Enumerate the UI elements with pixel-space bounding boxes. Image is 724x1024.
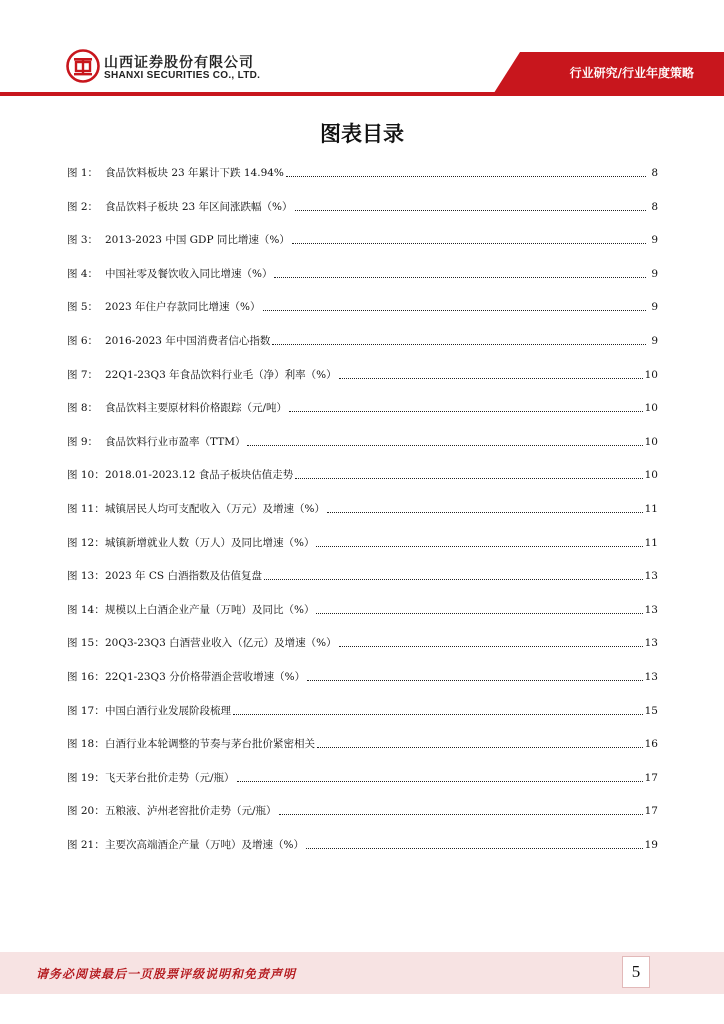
toc-figure-title: 食品饮料主要原材料价格跟踪（元/吨） [105,402,288,415]
toc-page-number: 9 [651,267,658,280]
toc-row[interactable] [67,332,658,366]
toc-dot-leader [233,704,643,715]
toc-dot-leader [274,267,646,278]
toc-dot-leader [289,401,643,412]
toc-page-number: 13 [644,670,658,683]
toc-page-number: 9 [651,234,658,247]
toc-figure-title: 20Q3-23Q3 白酒营业收入（亿元）及增速（%） [105,637,337,650]
toc-figure-title: 2016-2023 年中国消费者信心指数 [105,334,271,347]
toc-row[interactable] [67,231,658,265]
toc-page-number: 17 [644,771,658,784]
toc-page-number: 8 [651,167,658,179]
toc-row[interactable] [67,769,658,803]
toc-page-number: 19 [644,838,658,851]
toc-figure-number: 图 6： [67,334,99,347]
toc-page-number: 9 [651,301,658,314]
toc-figure-number: 图 14： [67,603,105,616]
toc-row[interactable] [67,466,658,500]
toc-dot-leader [272,334,646,345]
toc-figure-number: 图 9： [67,435,99,448]
toc-row[interactable] [67,366,658,400]
toc-page-number: 10 [644,435,658,448]
toc-figure-number: 图 2： [67,200,99,213]
toc-figure-number: 图 12： [67,536,105,549]
toc-dot-leader [237,771,643,782]
toc-figure-title: 2023 年住户存款同比增速（%） [105,301,261,314]
toc-figure-title: 22Q1-23Q3 年食品饮料行业毛（净）利率（%） [105,368,337,381]
toc-figure-title: 22Q1-23Q3 分价格带酒企营收增速（%） [105,670,306,683]
toc-figure-title: 中国社零及餐饮收入同比增速（%） [105,267,273,280]
toc-figure-number: 图 15： [67,637,105,650]
toc-figure-title: 食品饮料子板块 23 年区间涨跌幅（%） [105,200,293,213]
toc-row[interactable] [67,265,658,299]
toc-figure-title: 食品饮料行业市盈率（TTM） [105,435,246,448]
toc-figure-number: 图 10： [67,469,105,482]
report-section-label: 行业研究/行业年度策略 [569,66,694,80]
toc-page-number: 10 [644,469,658,482]
toc-row[interactable] [67,500,658,534]
page-number: 5 [622,956,650,988]
toc-page-number: 13 [644,603,658,616]
toc-figure-title: 2018.01-2023.12 食品子板块估值走势 [105,469,294,482]
toc-figure-number: 图 18： [67,738,105,751]
company-name-cn: 山西证券股份有限公司 [104,55,254,71]
toc-dot-leader [306,838,643,849]
toc-figure-number: 图 16： [67,670,105,683]
toc-row[interactable] [67,836,658,870]
footer-disclaimer: 请务必阅读最后一页股票评级说明和免责声明 [36,967,297,981]
toc-dot-leader [327,502,643,513]
toc-page-number: 13 [644,570,658,583]
page-title: 图表目录 [320,122,404,146]
toc-figure-title: 飞天茅台批价走势（元/瓶） [105,771,235,784]
toc-dot-leader [286,166,646,177]
toc-figure-number: 图 7： [67,368,99,381]
toc-row[interactable] [67,702,658,736]
toc-row[interactable] [67,198,658,232]
toc-figure-number: 图 20： [67,805,105,818]
toc-dot-leader [295,468,642,479]
toc-row[interactable] [67,668,658,702]
toc-dot-leader [316,536,642,547]
toc-figure-title: 五粮液、泸州老窖批价走势（元/瓶） [105,805,277,818]
toc-page-number: 11 [644,502,658,515]
toc-page-number: 8 [651,200,658,213]
toc-page-number: 13 [644,637,658,650]
toc-dot-leader [316,603,642,614]
toc-page-number: 17 [644,805,658,818]
toc-page-number: 11 [644,536,658,549]
toc-row[interactable] [67,298,658,332]
toc-figure-title: 城镇新增就业人数（万人）及同比增速（%） [105,536,315,549]
toc-dot-leader [263,300,646,311]
toc-figure-number: 图 4： [67,267,99,280]
toc-figure-number: 图 8： [67,402,99,415]
toc-row[interactable] [67,735,658,769]
toc-figure-number: 图 13： [67,570,105,583]
toc-figure-title: 主要次高端酒企产量（万吨）及增速（%） [105,838,304,851]
page-header [0,0,724,100]
toc-row[interactable] [67,164,658,198]
toc-dot-leader [295,200,646,211]
toc-figure-number: 图 19： [67,771,105,784]
toc-figure-number: 图 11： [67,502,105,515]
toc-figure-title: 规模以上白酒企业产量（万吨）及同比（%） [105,603,315,616]
toc-row[interactable] [67,802,658,836]
toc-page-number: 10 [644,402,658,415]
toc-figure-title: 2023 年 CS 白酒指数及估值复盘 [105,570,262,583]
toc-dot-leader [317,737,643,748]
toc-dot-leader [339,368,643,379]
toc-row[interactable] [67,399,658,433]
figure-toc-list [67,164,658,869]
toc-figure-number: 图 3： [67,234,99,247]
toc-dot-leader [292,233,646,244]
toc-figure-number: 图 5： [67,301,99,314]
toc-row[interactable] [67,601,658,635]
toc-page-number: 10 [644,368,658,381]
toc-figure-title: 中国白酒行业发展阶段梳理 [105,704,231,717]
toc-figure-title: 城镇居民人均可支配收入（万元）及增速（%） [105,502,325,515]
toc-figure-number: 图 17： [67,704,105,717]
toc-page-number: 15 [644,704,658,717]
toc-page-number: 16 [644,738,658,751]
toc-figure-number: 图 1： [67,167,99,179]
toc-page-number: 9 [651,334,658,347]
toc-row[interactable] [67,634,658,668]
toc-row[interactable] [67,433,658,467]
toc-dot-leader [307,670,642,681]
toc-figure-number: 图 21： [67,838,105,851]
toc-figure-title: 食品饮料板块 23 年累计下跌 14.94% [105,167,284,179]
toc-row[interactable] [67,534,658,568]
toc-dot-leader [339,636,643,647]
company-name-en: SHANXI SECURITIES CO., LTD. [104,70,261,81]
toc-dot-leader [264,569,643,580]
toc-figure-title: 2013-2023 中国 GDP 同比增速（%） [105,234,290,247]
toc-row[interactable] [67,567,658,601]
toc-dot-leader [247,435,642,446]
toc-dot-leader [279,804,643,815]
toc-figure-title: 白酒行业本轮调整的节奏与茅台批价紧密相关 [105,738,315,751]
